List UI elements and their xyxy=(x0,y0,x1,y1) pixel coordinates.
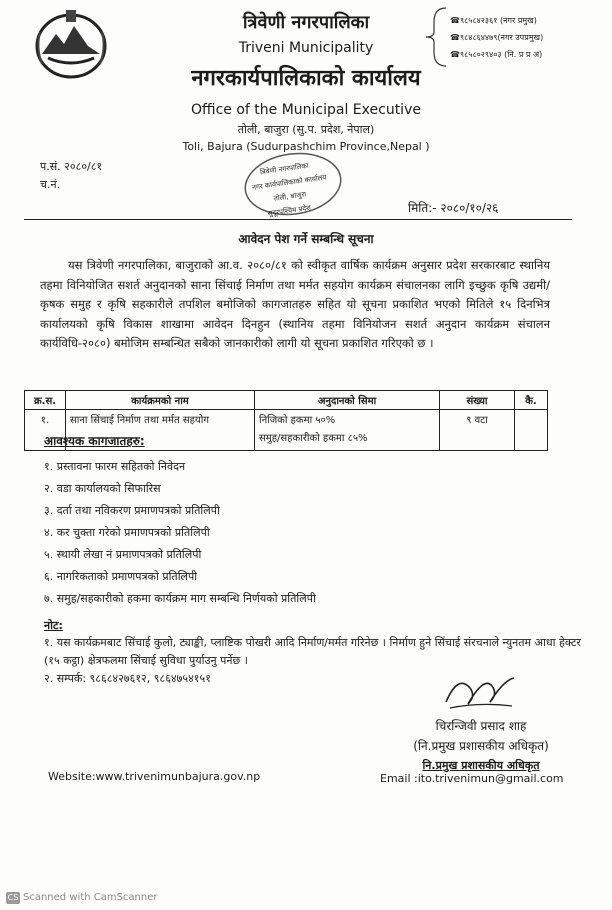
signatory-block xyxy=(396,716,566,776)
stamp-line-3: तोली, बाजुरा xyxy=(273,190,307,203)
municipality-name-english: Triveni Municipality xyxy=(238,40,374,56)
list-item: ७. समुह/सहकारीको हकमा कार्यक्रम माग सम्बन्धि निर्णयको प्रतिलिपी xyxy=(44,592,316,605)
notice-date: मिति:- २०८०/१०/२६ xyxy=(408,201,499,215)
cell-count: ९ वटा xyxy=(440,410,515,451)
phone-mayor: ☎९८५८४२३६१ (नगर प्रमुख) xyxy=(450,16,537,25)
list-item: १. प्रस्तावना फारम सहितको निवेदन xyxy=(44,460,186,473)
municipality-name-nepali: त्रिवेणी नगरपालिका xyxy=(242,12,370,33)
header-serial: क्र.स. xyxy=(25,391,66,410)
address-nepali: तोली, बाजुरा (सु.प. प्रदेश, नेपाल) xyxy=(237,123,375,136)
office-name-english: Office of the Municipal Executive xyxy=(191,102,421,118)
cell-remarks xyxy=(515,410,548,451)
notice-body: यस त्रिवेणी नगरपालिका, बाजुराको आ.व. २०८०/८१ को स्वीकृत वार्षिक कार्यक्रम अनुसार प्रदेश सरकारबाट स्थानिय तहमा विनियोजित सशर्त अनुदानको साना सिंचाई निर्माण तथा मर्मत सहयोग कार्यक्रम संचालनका लागि इच्छुक कृषि उद्यमी/कृषक समुह र कृषि सहकारीले तपशिल बमोजिको कागजातहरु सहित यो सूचना प्रकाशित भएको मितिले १५ दिनभित्र कार्यालयको कृषि विकास शाखामा आवेदन दिनहुन (स्थानिय तहमा विनियोजन सशर्त अनुदान कार्यक्रम संचालन कार्यविधि-२०८०) बमोजिम सम्बन्धित सबैको जानकारीको लागी यो सूचना प्रकाशित गरिएको छ । xyxy=(40,258,550,350)
grant-limit-group: समुह/सहकारीको हकमा ८५% xyxy=(259,433,368,444)
signature-mark xyxy=(440,666,520,714)
signatory-title: (नि.प्रमुख प्रशासकीय अधिकृत) xyxy=(413,739,549,753)
address-english: Toli, Bajura (Sudurpashchim Province,Nepal ) xyxy=(182,140,430,153)
documents-list xyxy=(44,456,316,610)
cell-program: साना सिंचाई निर्माण तथा मर्मत सहयोग xyxy=(66,410,255,451)
cell-grant-limit xyxy=(255,410,440,451)
scanner-text: Scanned with CamScanner xyxy=(23,892,158,903)
signatory-stamp-line: नि.प्रमुख प्रशासकीय अधिकृत xyxy=(422,759,540,772)
header-remarks: कै. xyxy=(515,391,548,410)
stamp-line-1: त्रिवेणी नगरपालिका xyxy=(259,161,310,177)
reference-number: प.सं. २०८०/८१ xyxy=(40,160,103,173)
reference-block xyxy=(40,158,102,194)
office-stamp xyxy=(238,150,348,222)
phone-deputy-mayor: ☎९८४८६४४७९(नगर उपप्रमुख) xyxy=(450,33,544,42)
table-header-row xyxy=(25,391,548,410)
email-link[interactable]: Email :ito.trivenimun@gmail.com xyxy=(380,772,564,785)
documents-heading: आवश्यक कागजातहरु: xyxy=(44,434,145,448)
list-item: ५. स्थायी लेखा नं प्रमाणपत्रको प्रतिलिपी xyxy=(44,548,202,561)
header-count: संख्या xyxy=(440,391,515,410)
stamp-line-2: नगर कार्यपालिकाको कार्यालय xyxy=(251,173,327,192)
phone-list xyxy=(450,12,543,63)
note-heading: नोट: xyxy=(44,619,63,632)
signatory-name: चिरन्जिवी प्रसाद शाह xyxy=(435,719,527,733)
scanner-watermark xyxy=(6,892,158,904)
camscanner-icon: CS xyxy=(7,893,19,902)
cell-serial: १. xyxy=(25,410,66,451)
website-link[interactable]: Website:www.trivenimunbajura.gov.np xyxy=(48,770,261,783)
header-grant-limit: अनुदानको सिमा xyxy=(255,391,440,410)
header-program: कार्यक्रमको नाम xyxy=(66,391,255,410)
note-line-1: १. यस कार्यक्रमबाट सिंचाई कुलो, ट्याङ्की, प्लाष्टिक पोखरी आदि निर्माण/मर्मत गरिनेछ । निर्माण हुने सिंचाई संरचनाले न्युनतम आधा हेक्टर (१५ कट्ठा) क्षेत्रफलमा सिंचाई सुविधा पुर्याउनु पर्नेछ । xyxy=(44,636,581,667)
note-line-2: २. सम्पर्क: ९८६८४२७६१२, ९८६४७५४१५१ xyxy=(44,672,211,685)
list-item: ४. कर चुक्ता गरेको प्रमाणपत्रको प्रतिलिपी xyxy=(44,526,210,539)
office-name-nepali: नगरकार्यपालिकाको कार्यालय xyxy=(191,66,421,91)
header-divider xyxy=(24,219,572,220)
list-item: ३. दर्ता तथा नविकरण प्रमाणपत्रको प्रतिलिपी xyxy=(44,504,220,517)
notice-title: आवेदन पेश गर्ने सम्बन्धि सूचना xyxy=(238,232,374,246)
grant-limit-private: निजिको हकमा ५०% xyxy=(259,415,336,426)
stamp-line-4: सुदूरपश्चिम प्रदेश xyxy=(267,203,312,218)
dispatch-number: च.नं. xyxy=(40,178,61,191)
list-item: २. वडा कार्यालयको सिफारिस xyxy=(44,482,161,495)
list-item: ६. नागरिकताको प्रमाणपत्रको प्रतिलिपी xyxy=(44,570,198,583)
phone-brace xyxy=(424,6,448,68)
phone-cao: ☎९८५८०२९४०३ (नि. प्र प्र अ) xyxy=(450,50,543,59)
